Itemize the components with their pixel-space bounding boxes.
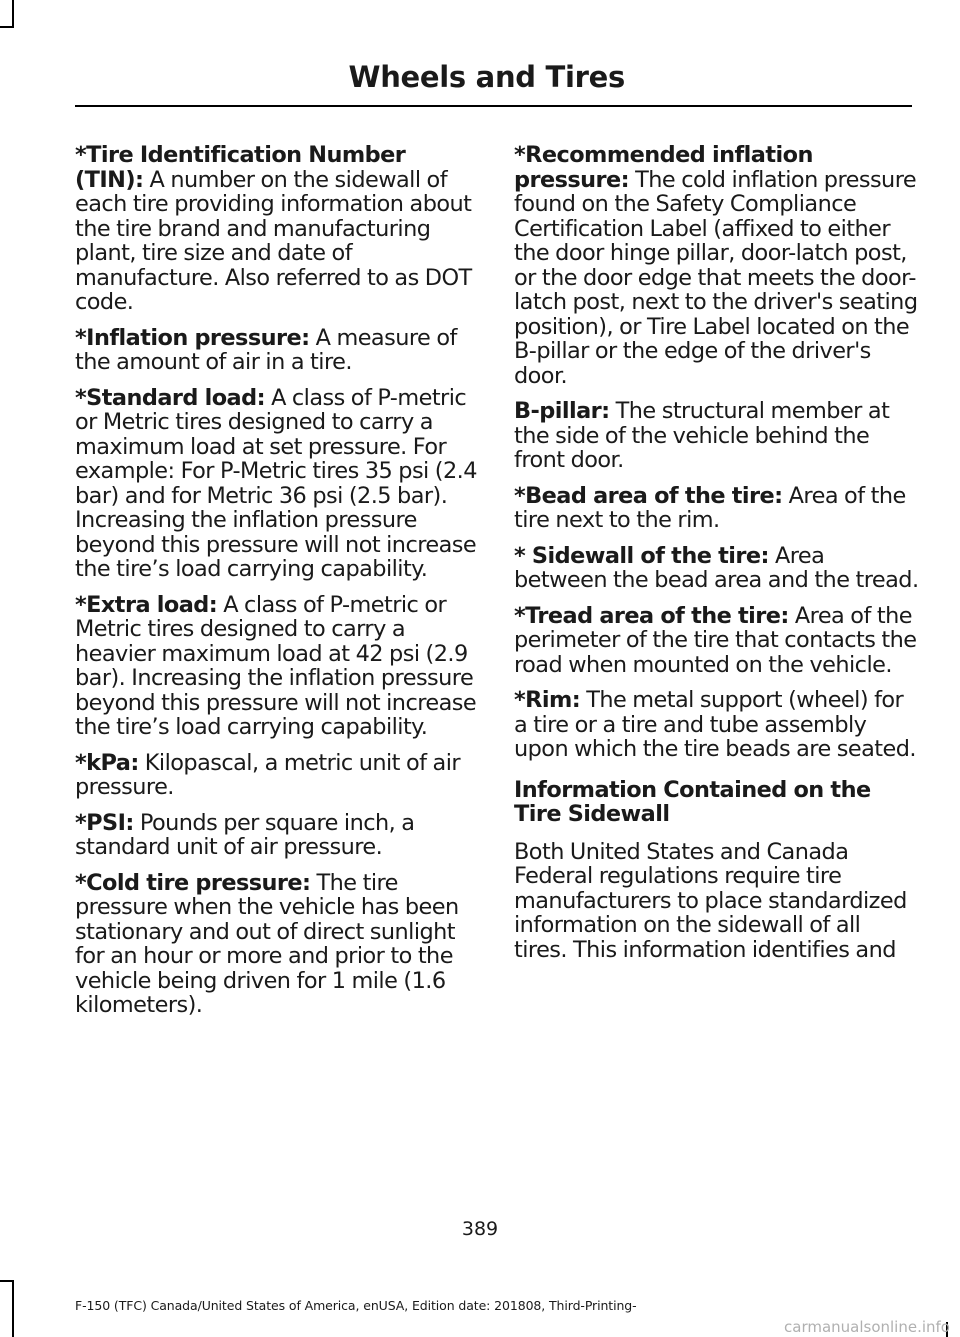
- definition-text: Area of the tire next to the rim.: [514, 482, 906, 533]
- definition-text: A class of P-metric or Metric tires designed to carry a heavier maximum load at 42 psi (2.9 bar). Increasing the inflation pressure beyond this pressure will not increase the tire’s load carrying capability.: [75, 591, 477, 740]
- left-column: [75, 143, 480, 1029]
- footer-edition-info: F-150 (TFC) Canada/United States of America, enUSA, Edition date: 201808, Third-Printing-: [75, 1298, 637, 1313]
- section-paragraph: Both United States and Canada Federal regulations require tire manufacturers to place standardized information on the sidewall of all tires. This information identifies and: [514, 838, 907, 963]
- definition-text: The cold inflation pressure found on the Safety Compliance Certification Label (affixed to either the door hinge pillar, door-latch post, or the door edge that meets the door-latch post, next to the driver's seating position), or Tire Label located on the B-pillar or the edge of the driver's door.: [514, 166, 918, 389]
- definition-text: Area of the perimeter of the tire that contacts the road when mounted on the vehicle.: [514, 602, 917, 678]
- definition-rim: [514, 688, 919, 762]
- definition-text: The tire pressure when the vehicle has been stationary and out of direct sunlight for an hour or more and prior to the vehicle being driven for 1 mile (1.6 kilometers).: [75, 869, 459, 1018]
- right-column: [514, 143, 919, 973]
- crop-mark-bottom-left-h: [0, 1280, 14, 1282]
- definition-term: *Rim:: [514, 687, 581, 713]
- definition-tread-area: [514, 604, 919, 678]
- definition-standard-load: [75, 386, 480, 582]
- definition-term: *kPa:: [75, 749, 139, 776]
- definition-psi: [75, 811, 480, 860]
- definition-term: *Tread area of the tire:: [514, 602, 789, 629]
- definition-kpa: [75, 751, 480, 800]
- page-title: Wheels and Tires: [348, 60, 625, 94]
- definition-inflation-pressure: [75, 326, 480, 375]
- definition-term: *Inflation pressure:: [75, 324, 310, 351]
- definition-term: *Cold tire pressure:: [75, 869, 311, 896]
- header-divider: [75, 105, 912, 107]
- definition-recommended-inflation-pressure: [514, 143, 919, 388]
- definition-term: *Recommended inflation pressure:: [514, 142, 813, 193]
- definition-b-pillar: [514, 399, 919, 473]
- definition-term: *PSI:: [75, 809, 134, 836]
- definition-cold-tire-pressure: [75, 871, 480, 1018]
- definition-term: *Tire Identification Number (TIN):: [75, 142, 406, 193]
- definition-text: The structural member at the side of the vehicle behind the front door.: [514, 398, 890, 473]
- definition-bead-area: [514, 484, 919, 533]
- definition-extra-load: [75, 593, 480, 740]
- crop-mark-bottom-left-v: [12, 1280, 14, 1337]
- definition-text: Pounds per square inch, a standard unit of air pressure.: [75, 809, 415, 860]
- definition-text: A number on the sidewall of each tire providing information about the tire brand and manufacturing plant, tire size and date of manufacture. Also referred to as DOT code.: [75, 166, 472, 315]
- page-number: 389: [461, 1218, 499, 1240]
- definition-text: The metal support (wheel) for a tire or a tire and tube assembly upon which the tire beads are seated.: [514, 687, 916, 762]
- definition-term: B-pillar:: [514, 398, 610, 424]
- definition-sidewall: [514, 544, 919, 593]
- crop-mark-top-left-h: [0, 26, 14, 28]
- definition-term: *Bead area of the tire:: [514, 482, 783, 509]
- definition-tin: [75, 143, 480, 315]
- definition-text: A measure of the amount of air in a tire.: [75, 324, 457, 375]
- definition-text: Kilopascal, a metric unit of air pressure.: [75, 749, 461, 800]
- definition-term: *Standard load:: [75, 384, 265, 411]
- definition-term: * Sidewall of the tire:: [514, 542, 769, 569]
- definition-text: Area between the bead area and the tread.: [514, 542, 919, 593]
- definition-term: *Extra load:: [75, 591, 218, 618]
- watermark: carmanualsonline.info: [784, 1318, 950, 1336]
- definition-text: A class of P-metric or Metric tires designed to carry a maximum load at set pressure. For example: For P-Metric tires 35 psi (2.4 bar) and for Metric 36 psi (2.5 bar). Increasing the inflation pressure beyond this pressure will not increase the tire’s load carrying capability.: [75, 384, 477, 582]
- section-heading: Information Contained on the Tire Sidewall: [514, 776, 871, 827]
- crop-mark-top-left-v: [12, 0, 14, 28]
